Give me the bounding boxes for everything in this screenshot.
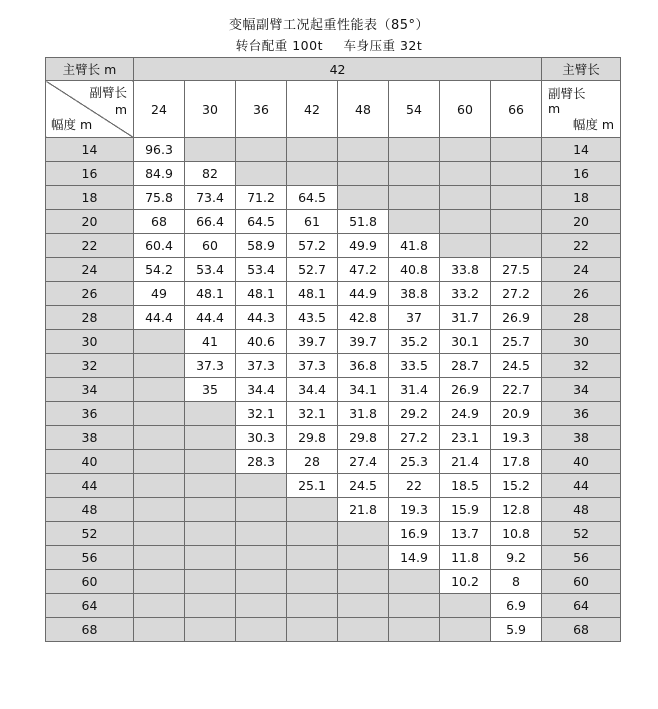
table-row	[46, 450, 621, 474]
radius-cell-right: 30	[542, 330, 621, 354]
radius-cell: 16	[46, 162, 134, 186]
load-cell	[389, 162, 440, 186]
load-cell: 21.8	[338, 498, 389, 522]
load-cell: 51.8	[338, 210, 389, 234]
radius-cell-right: 60	[542, 570, 621, 594]
radius-cell: 64	[46, 594, 134, 618]
load-cell: 37.3	[185, 354, 236, 378]
load-cell	[338, 138, 389, 162]
load-cell: 31.4	[389, 378, 440, 402]
load-cell: 17.8	[491, 450, 542, 474]
load-cell	[338, 522, 389, 546]
radius-cell: 24	[46, 258, 134, 282]
jib-length-header: 42	[287, 81, 338, 138]
load-cell: 84.9	[134, 162, 185, 186]
table-row	[46, 282, 621, 306]
load-cell	[134, 402, 185, 426]
table-row	[46, 426, 621, 450]
table-row	[46, 378, 621, 402]
table-title: 变幅副臂工况起重性能表（85°）	[228, 18, 430, 33]
load-cell: 24.9	[440, 402, 491, 426]
load-cell: 35	[185, 378, 236, 402]
load-cell	[236, 594, 287, 618]
load-cell	[185, 618, 236, 642]
load-cell: 33.5	[389, 354, 440, 378]
load-cell: 30.3	[236, 426, 287, 450]
table-row	[46, 234, 621, 258]
load-cell: 40.6	[236, 330, 287, 354]
radius-cell-right: 44	[542, 474, 621, 498]
load-cell	[287, 498, 338, 522]
load-cell: 6.9	[491, 594, 542, 618]
load-cell	[236, 570, 287, 594]
load-cell: 60.4	[134, 234, 185, 258]
load-cell: 10.8	[491, 522, 542, 546]
load-cell	[440, 162, 491, 186]
right-radius-label: 幅度 m	[572, 117, 615, 132]
load-cell: 27.2	[389, 426, 440, 450]
load-cell: 16.9	[389, 522, 440, 546]
radius-cell: 32	[46, 354, 134, 378]
load-cell	[338, 162, 389, 186]
load-cell	[389, 594, 440, 618]
load-cell	[134, 354, 185, 378]
load-cell: 31.8	[338, 402, 389, 426]
radius-cell: 40	[46, 450, 134, 474]
radius-cell: 18	[46, 186, 134, 210]
load-cell: 34.1	[338, 378, 389, 402]
load-cell	[185, 474, 236, 498]
load-cell	[134, 594, 185, 618]
load-cell	[338, 594, 389, 618]
load-cell	[491, 138, 542, 162]
load-cell: 25.7	[491, 330, 542, 354]
radius-cell: 20	[46, 210, 134, 234]
radius-cell-right: 40	[542, 450, 621, 474]
load-cell: 33.2	[440, 282, 491, 306]
load-cell: 39.7	[287, 330, 338, 354]
load-cell: 48.1	[287, 282, 338, 306]
load-cell	[185, 138, 236, 162]
load-cell: 14.9	[389, 546, 440, 570]
load-cell	[134, 618, 185, 642]
table-row	[46, 594, 621, 618]
load-cell: 64.5	[236, 210, 287, 234]
load-cell	[185, 570, 236, 594]
load-cell	[338, 546, 389, 570]
load-cell: 9.2	[491, 546, 542, 570]
load-cell: 71.2	[236, 186, 287, 210]
table-row	[46, 138, 621, 162]
load-cell	[134, 522, 185, 546]
radius-cell: 52	[46, 522, 134, 546]
load-cell	[440, 594, 491, 618]
load-cell	[491, 210, 542, 234]
table-row	[46, 354, 621, 378]
load-cell: 36.8	[338, 354, 389, 378]
load-cell: 66.4	[185, 210, 236, 234]
jib-length-row	[46, 81, 621, 138]
load-cell	[236, 522, 287, 546]
load-cell: 54.2	[134, 258, 185, 282]
jib-length-header: 30	[185, 81, 236, 138]
load-cell: 32.1	[287, 402, 338, 426]
right-jib-length-unit: m	[548, 101, 561, 116]
load-cell: 37.3	[287, 354, 338, 378]
table-row	[46, 474, 621, 498]
load-cell: 28.7	[440, 354, 491, 378]
radius-cell: 22	[46, 234, 134, 258]
load-cell	[236, 162, 287, 186]
load-cell	[134, 546, 185, 570]
carbody-weight-note: 车身压重 32t	[343, 38, 423, 53]
load-cell	[236, 618, 287, 642]
load-cell: 49	[134, 282, 185, 306]
radius-cell: 56	[46, 546, 134, 570]
load-cell: 58.9	[236, 234, 287, 258]
load-cell: 13.7	[440, 522, 491, 546]
load-cell	[185, 402, 236, 426]
load-cell: 22	[389, 474, 440, 498]
table-row	[46, 162, 621, 186]
load-cell	[287, 138, 338, 162]
jib-length-header: 60	[440, 81, 491, 138]
load-cell: 23.1	[440, 426, 491, 450]
load-cell: 30.1	[440, 330, 491, 354]
load-cell: 19.3	[491, 426, 542, 450]
radius-cell-right: 38	[542, 426, 621, 450]
load-cell: 15.2	[491, 474, 542, 498]
radius-cell-right: 14	[542, 138, 621, 162]
table-row	[46, 210, 621, 234]
load-cell	[134, 450, 185, 474]
load-cell: 24.5	[338, 474, 389, 498]
load-cell	[185, 522, 236, 546]
load-cell: 20.9	[491, 402, 542, 426]
right-corner-header	[542, 81, 621, 138]
load-cell: 22.7	[491, 378, 542, 402]
table-row	[46, 306, 621, 330]
table-row	[46, 546, 621, 570]
load-chart-table	[45, 57, 621, 642]
jib-length-header: 66	[491, 81, 542, 138]
radius-cell-right: 56	[542, 546, 621, 570]
load-cell	[491, 234, 542, 258]
load-cell: 44.3	[236, 306, 287, 330]
load-cell	[338, 570, 389, 594]
radius-cell: 68	[46, 618, 134, 642]
load-cell	[440, 138, 491, 162]
load-cell	[134, 474, 185, 498]
radius-cell: 30	[46, 330, 134, 354]
load-cell: 37	[389, 306, 440, 330]
radius-cell-right: 24	[542, 258, 621, 282]
load-cell: 34.4	[287, 378, 338, 402]
radius-cell-right: 34	[542, 378, 621, 402]
load-cell: 53.4	[185, 258, 236, 282]
radius-cell: 60	[46, 570, 134, 594]
load-cell	[440, 186, 491, 210]
jib-length-header: 54	[389, 81, 440, 138]
load-cell: 27.4	[338, 450, 389, 474]
load-cell: 60	[185, 234, 236, 258]
load-cell	[287, 546, 338, 570]
jib-length-header: 48	[338, 81, 389, 138]
load-cell: 52.7	[287, 258, 338, 282]
load-cell	[389, 618, 440, 642]
radius-cell-right: 32	[542, 354, 621, 378]
load-cell: 29.8	[338, 426, 389, 450]
radius-cell: 48	[46, 498, 134, 522]
jib-length-label: 副臂长	[89, 85, 127, 100]
table-row	[46, 186, 621, 210]
load-cell: 25.1	[287, 474, 338, 498]
load-cell	[338, 618, 389, 642]
table-row	[46, 258, 621, 282]
radius-cell-right: 36	[542, 402, 621, 426]
load-cell: 82	[185, 162, 236, 186]
load-cell: 47.2	[338, 258, 389, 282]
table-row	[46, 522, 621, 546]
load-cell	[338, 186, 389, 210]
load-cell: 41	[185, 330, 236, 354]
load-cell: 39.7	[338, 330, 389, 354]
radius-cell-right: 18	[542, 186, 621, 210]
load-cell	[236, 498, 287, 522]
load-cell: 25.3	[389, 450, 440, 474]
corner-header	[46, 81, 134, 138]
load-cell: 12.8	[491, 498, 542, 522]
load-cell: 32.1	[236, 402, 287, 426]
load-cell: 27.2	[491, 282, 542, 306]
load-cell	[134, 570, 185, 594]
right-jib-length-label: 副臂长	[548, 86, 586, 101]
load-cell: 44.4	[134, 306, 185, 330]
load-cell: 61	[287, 210, 338, 234]
load-cell: 44.4	[185, 306, 236, 330]
table-row	[46, 570, 621, 594]
load-cell: 33.8	[440, 258, 491, 282]
load-cell: 44.9	[338, 282, 389, 306]
main-boom-label: 主臂长 m	[46, 58, 134, 81]
radius-cell-right: 68	[542, 618, 621, 642]
load-cell: 38.8	[389, 282, 440, 306]
load-cell: 11.8	[440, 546, 491, 570]
load-cell	[491, 186, 542, 210]
counterweight-note: 转台配重 100t	[235, 38, 323, 53]
load-cell	[287, 618, 338, 642]
load-cell: 41.8	[389, 234, 440, 258]
radius-cell-right: 22	[542, 234, 621, 258]
load-cell: 48.1	[185, 282, 236, 306]
load-cell: 53.4	[236, 258, 287, 282]
radius-cell: 34	[46, 378, 134, 402]
load-cell	[134, 378, 185, 402]
radius-cell: 36	[46, 402, 134, 426]
load-cell: 8	[491, 570, 542, 594]
radius-cell: 14	[46, 138, 134, 162]
load-cell	[287, 162, 338, 186]
load-cell: 24.5	[491, 354, 542, 378]
radius-cell: 28	[46, 306, 134, 330]
table-subtitle	[0, 36, 658, 54]
load-cell	[491, 162, 542, 186]
radius-cell-right: 26	[542, 282, 621, 306]
radius-cell-right: 16	[542, 162, 621, 186]
jib-length-unit: m	[114, 102, 127, 117]
load-cell: 29.2	[389, 402, 440, 426]
table-row	[46, 402, 621, 426]
jib-length-header: 24	[134, 81, 185, 138]
load-cell: 37.3	[236, 354, 287, 378]
load-cell	[440, 234, 491, 258]
table-row	[46, 498, 621, 522]
load-cell: 43.5	[287, 306, 338, 330]
load-cell: 42.8	[338, 306, 389, 330]
load-cell	[389, 210, 440, 234]
load-cell: 31.7	[440, 306, 491, 330]
radius-cell: 44	[46, 474, 134, 498]
load-cell: 15.9	[440, 498, 491, 522]
load-cell: 5.9	[491, 618, 542, 642]
load-cell: 64.5	[287, 186, 338, 210]
load-cell: 75.8	[134, 186, 185, 210]
load-cell	[185, 546, 236, 570]
load-cell: 28	[287, 450, 338, 474]
load-cell	[185, 426, 236, 450]
load-cell	[185, 594, 236, 618]
load-cell: 40.8	[389, 258, 440, 282]
load-cell	[236, 546, 287, 570]
radius-cell: 38	[46, 426, 134, 450]
table-row	[46, 330, 621, 354]
load-cell	[440, 618, 491, 642]
radius-label: 幅度 m	[51, 117, 93, 132]
radius-cell-right: 64	[542, 594, 621, 618]
radius-cell-right: 20	[542, 210, 621, 234]
load-cell: 29.8	[287, 426, 338, 450]
load-cell: 26.9	[440, 378, 491, 402]
load-cell: 49.9	[338, 234, 389, 258]
radius-cell: 26	[46, 282, 134, 306]
main-boom-label-right: 主臂长	[542, 58, 621, 81]
load-cell	[440, 210, 491, 234]
load-cell	[236, 138, 287, 162]
jib-length-header: 36	[236, 81, 287, 138]
load-cell	[287, 570, 338, 594]
load-cell	[134, 426, 185, 450]
load-cell: 68	[134, 210, 185, 234]
main-boom-value: 42	[134, 58, 542, 81]
load-cell: 10.2	[440, 570, 491, 594]
load-cell	[134, 330, 185, 354]
radius-cell-right: 48	[542, 498, 621, 522]
load-cell	[185, 498, 236, 522]
load-cell: 35.2	[389, 330, 440, 354]
load-cell: 18.5	[440, 474, 491, 498]
load-cell	[389, 186, 440, 210]
load-cell: 28.3	[236, 450, 287, 474]
load-cell: 19.3	[389, 498, 440, 522]
load-cell: 96.3	[134, 138, 185, 162]
load-cell	[389, 138, 440, 162]
load-cell: 73.4	[185, 186, 236, 210]
radius-cell-right: 28	[542, 306, 621, 330]
table-row	[46, 618, 621, 642]
load-cell	[287, 594, 338, 618]
load-cell: 57.2	[287, 234, 338, 258]
load-cell	[134, 498, 185, 522]
load-cell	[287, 522, 338, 546]
load-cell: 26.9	[491, 306, 542, 330]
load-cell: 34.4	[236, 378, 287, 402]
load-cell: 21.4	[440, 450, 491, 474]
load-cell: 27.5	[491, 258, 542, 282]
load-cell	[389, 570, 440, 594]
load-cell	[236, 474, 287, 498]
radius-cell-right: 52	[542, 522, 621, 546]
load-cell: 48.1	[236, 282, 287, 306]
load-cell	[185, 450, 236, 474]
main-boom-row	[46, 58, 621, 81]
